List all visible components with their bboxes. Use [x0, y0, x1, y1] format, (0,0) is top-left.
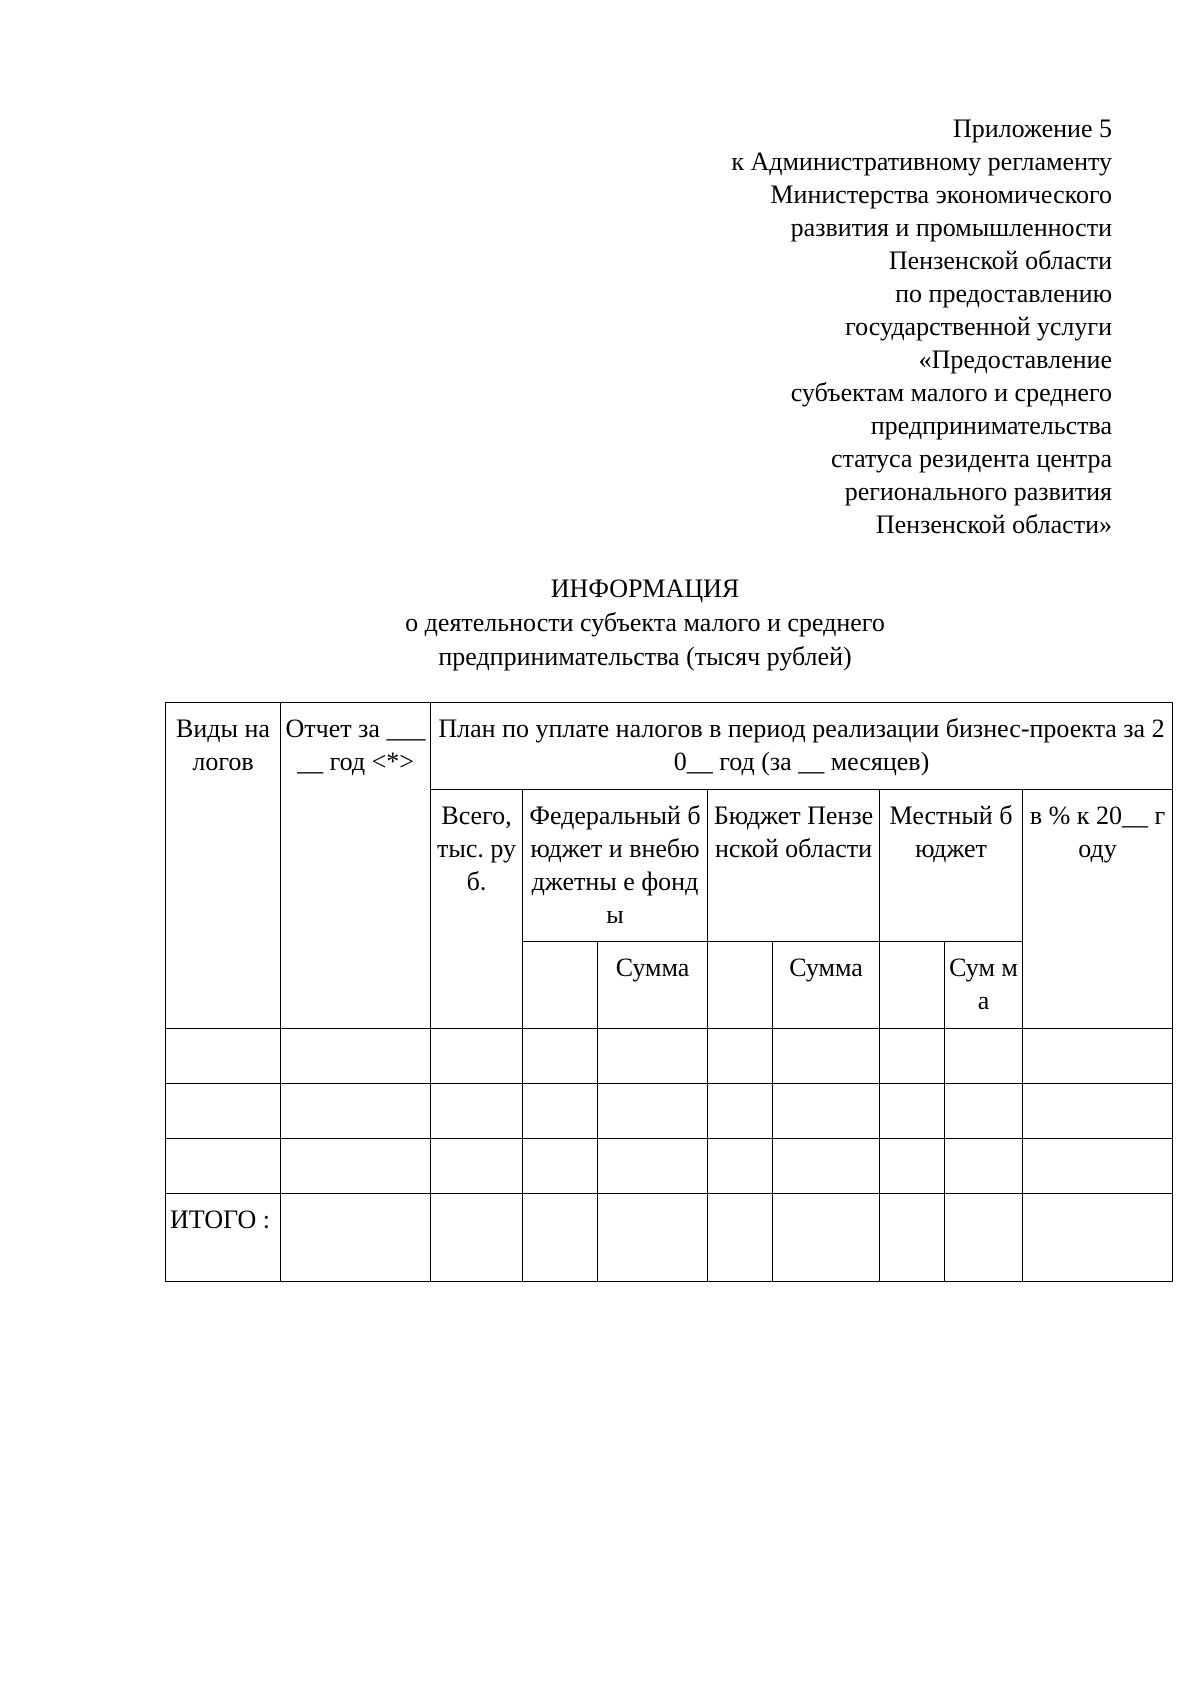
header-total: Всего, тыс. руб.	[431, 790, 523, 1029]
appendix-line: субъектам малого и среднего	[790, 378, 1112, 407]
table-cell	[598, 1084, 708, 1139]
table-row	[166, 1084, 1173, 1139]
header-empty-cell	[523, 942, 598, 1029]
table-cell	[598, 1139, 708, 1194]
table-cell	[1023, 1084, 1173, 1139]
header-local: Местный бюджет	[880, 790, 1023, 942]
table-cell	[1023, 1029, 1173, 1084]
table-cell	[166, 1084, 281, 1139]
table-cell	[166, 1029, 281, 1084]
header-percent: в % к 20__ году	[1023, 790, 1173, 1029]
table-cell	[431, 1194, 523, 1282]
table-cell	[708, 1084, 773, 1139]
table-cell	[523, 1084, 598, 1139]
table-cell	[166, 1139, 281, 1194]
table-cell	[598, 1194, 708, 1282]
title-line: предпринимательства (тысяч рублей)	[438, 642, 852, 671]
table-cell	[945, 1084, 1023, 1139]
appendix-line: статуса резидента центра	[830, 444, 1112, 473]
header-sum-federal: Сумма	[598, 942, 708, 1029]
appendix-line: Пензенской области	[888, 246, 1112, 275]
appendix-line: регионального развития	[844, 477, 1112, 506]
table-cell	[281, 1084, 431, 1139]
appendix-line: Пензенской области»	[875, 510, 1112, 539]
header-tax-types: Виды налогов	[166, 703, 281, 1029]
appendix-line: государственной услуги	[845, 312, 1112, 341]
header-report: Отчет за _____ год <*>	[281, 703, 431, 1029]
table-cell	[523, 1194, 598, 1282]
total-row-label: ИТОГО :	[166, 1194, 281, 1282]
table-cell	[431, 1084, 523, 1139]
appendix-line: Приложение 5	[952, 114, 1112, 143]
appendix-line: «Предоставление	[918, 345, 1112, 374]
header-plan: План по уплате налогов в период реализации бизнес-проекта за 20__ год (за __ месяцев)	[431, 703, 1173, 790]
table-row	[166, 1029, 1173, 1084]
table-cell	[773, 1194, 880, 1282]
header-sum-regional: Сумма	[773, 942, 880, 1029]
appendix-header	[512, 112, 1112, 541]
header-regional: Бюджет Пензенской области	[708, 790, 880, 942]
table-cell	[1023, 1194, 1173, 1282]
header-sum-local: Сум ма	[945, 942, 1023, 1029]
table-cell	[945, 1139, 1023, 1194]
table-cell	[523, 1029, 598, 1084]
header-federal: Федеральный бюджет и внебюджетны е фонды	[523, 790, 708, 942]
table-cell	[945, 1194, 1023, 1282]
table-cell	[880, 1139, 945, 1194]
appendix-line: Министерства экономического	[770, 180, 1112, 209]
table-cell	[708, 1029, 773, 1084]
table-cell	[880, 1029, 945, 1084]
table-cell	[431, 1139, 523, 1194]
title-line: о деятельности субъекта малого и среднего	[405, 608, 885, 637]
appendix-line: по предоставлению	[895, 279, 1112, 308]
tax-table	[165, 702, 1173, 1282]
header-empty-cell	[880, 942, 945, 1029]
table-row	[166, 1139, 1173, 1194]
table-cell	[431, 1029, 523, 1084]
table-cell	[773, 1139, 880, 1194]
table-cell	[1023, 1139, 1173, 1194]
total-row	[166, 1194, 1173, 1282]
table-cell	[880, 1194, 945, 1282]
document-title	[0, 572, 1200, 674]
table-cell	[945, 1029, 1023, 1084]
table-cell	[880, 1084, 945, 1139]
table-cell	[598, 1029, 708, 1084]
table-cell	[708, 1194, 773, 1282]
table-cell	[773, 1084, 880, 1139]
table-cell	[773, 1029, 880, 1084]
appendix-line: к Административному регламенту	[731, 147, 1112, 176]
table-cell	[281, 1139, 431, 1194]
appendix-line: предпринимательства	[870, 411, 1112, 440]
table-cell	[523, 1139, 598, 1194]
table-cell	[281, 1029, 431, 1084]
table-cell	[708, 1139, 773, 1194]
appendix-line: развития и промышленности	[790, 213, 1112, 242]
header-empty-cell	[708, 942, 773, 1029]
title-heading: ИНФОРМАЦИЯ	[550, 574, 740, 603]
table-cell	[281, 1194, 431, 1282]
